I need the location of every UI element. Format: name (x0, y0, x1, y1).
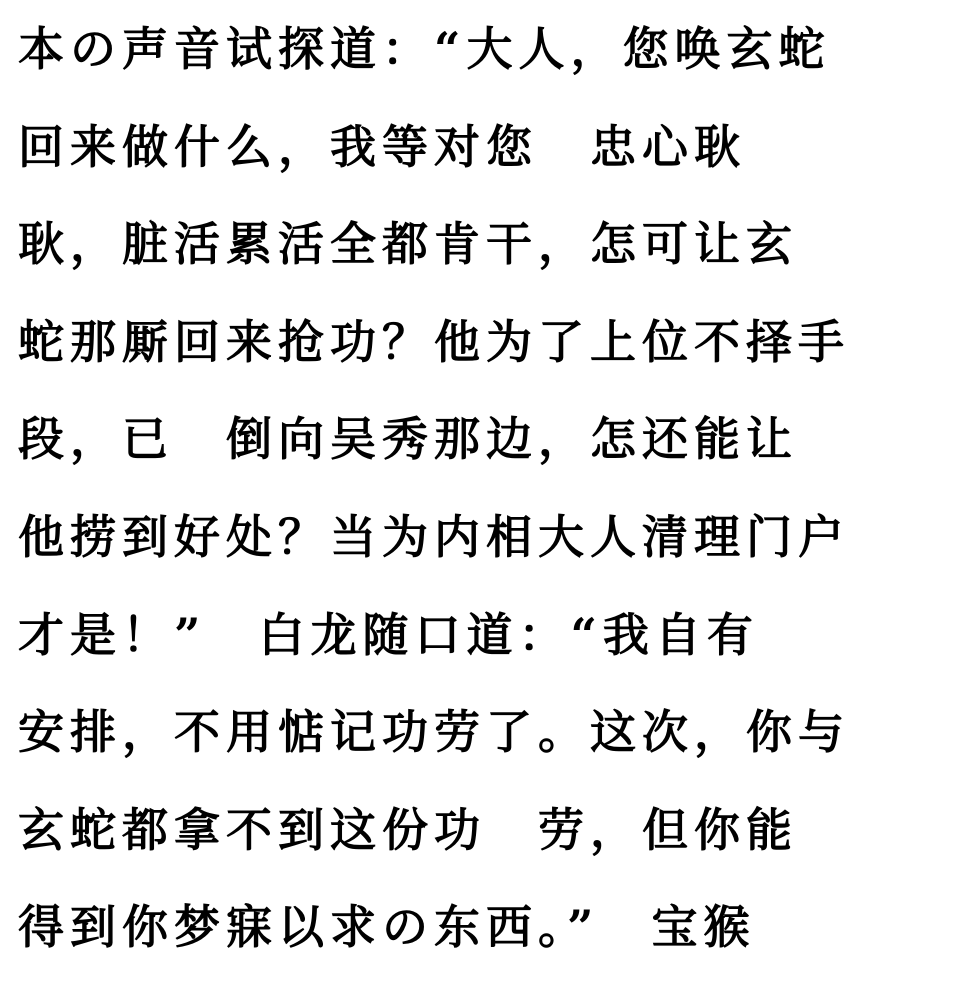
text-line-3: 耿，脏活累活全都肯干，怎可让玄 (18, 217, 798, 272)
text-line-5: 段，已 倒向吴秀那边，怎还能让 (18, 412, 798, 467)
text-line-8: 安排，不用惦记功劳了。这次，你与 (18, 705, 850, 760)
text-line-6: 他捞到好处？当为内相大人清理门户 (18, 509, 850, 564)
body-text (18, 14, 948, 990)
text-line-7: 才是！” 白龙随口道：“我自有 (18, 607, 759, 662)
text-line-1: 本の声音试探道：“大人，您唤玄蛇 (18, 22, 831, 76)
text-line-2: 回来做什么，我等对您 忠心耿 (18, 119, 746, 174)
text-line-4: 蛇那厮回来抢功？他为了上位不择手 (18, 314, 850, 369)
text-line-9: 玄蛇都拿不到这份功 劳，但你能 (18, 802, 798, 857)
text-line-10: 得到你梦寐以求の东西。” 宝猴 (18, 900, 756, 955)
